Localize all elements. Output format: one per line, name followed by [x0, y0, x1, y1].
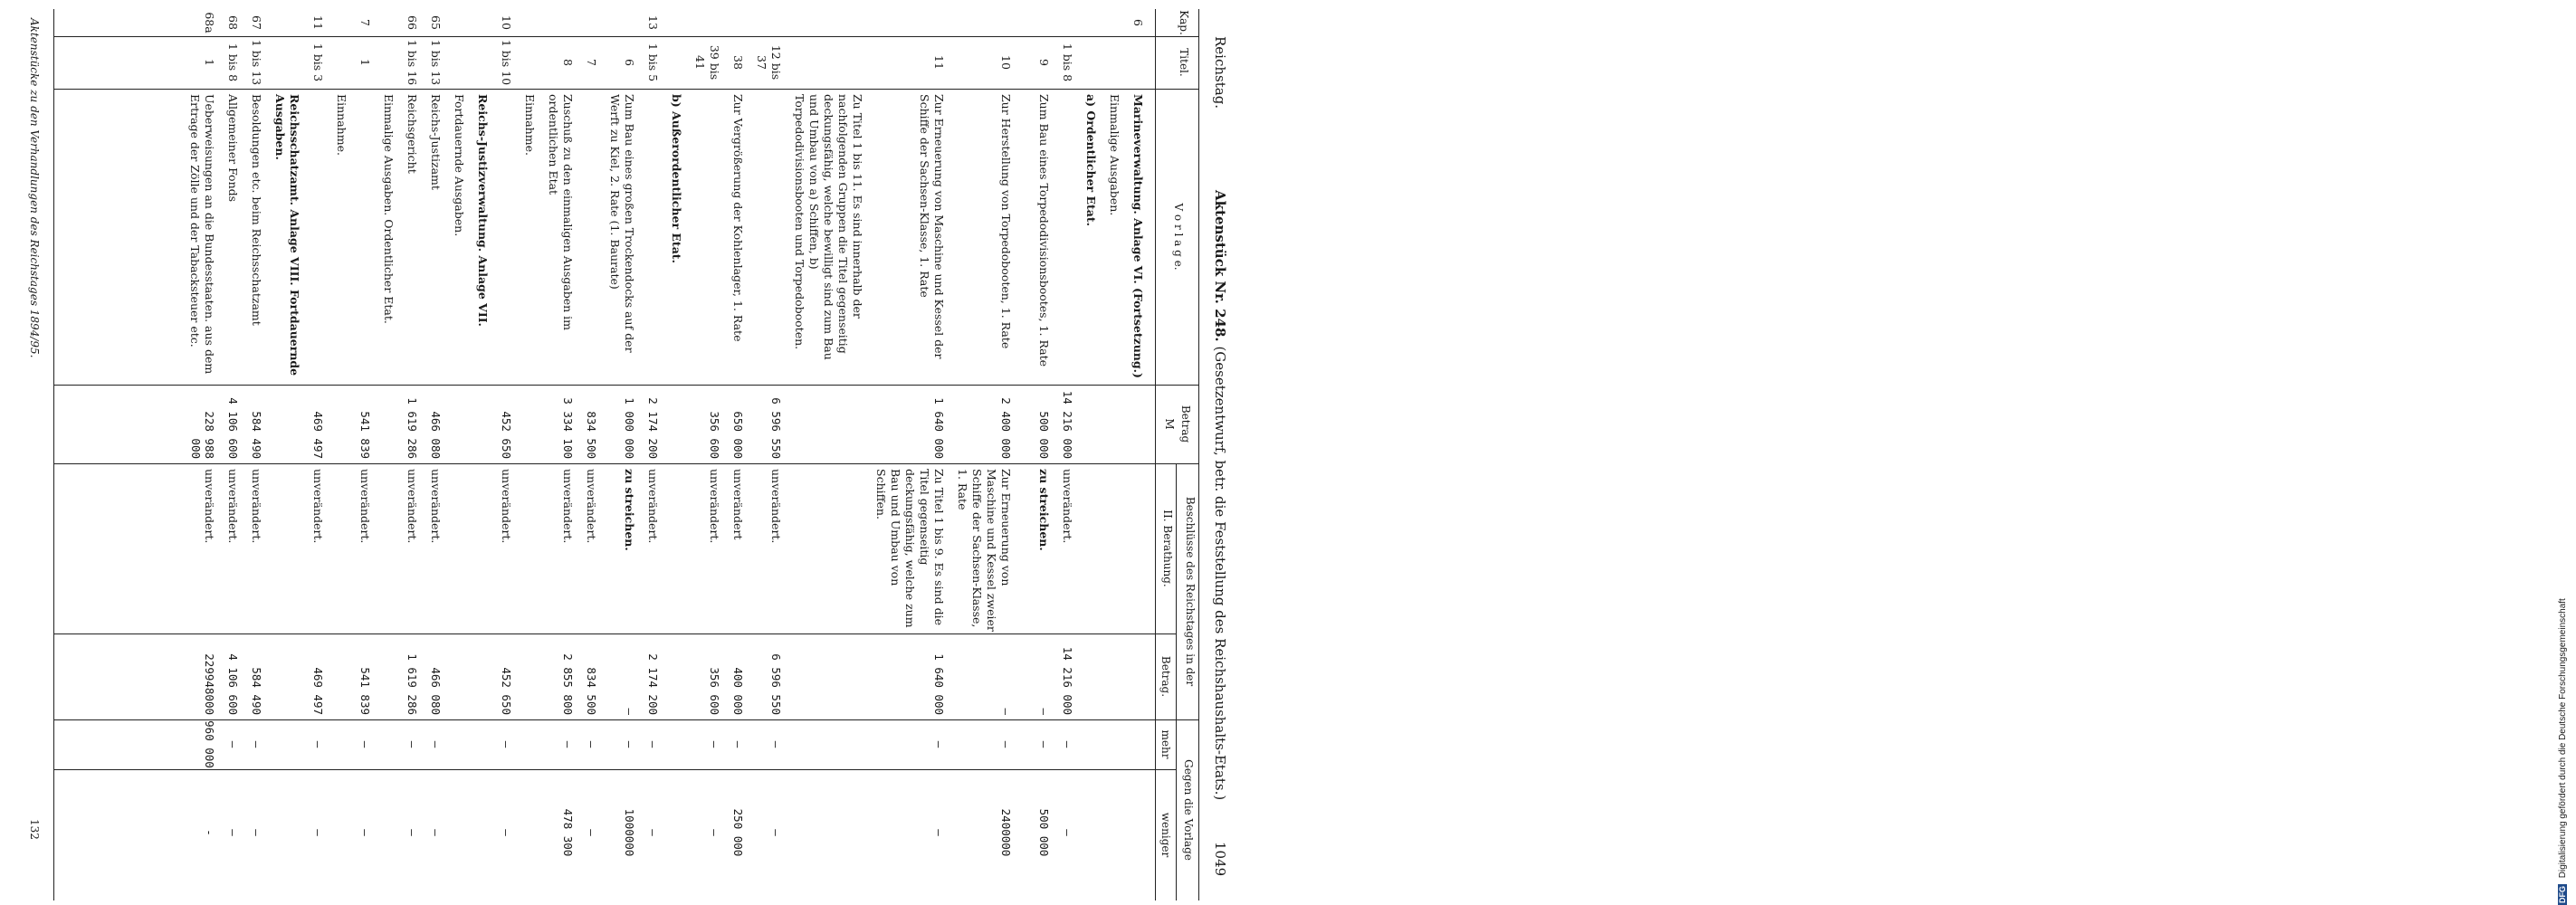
cell-betrag: 356 600	[708, 411, 721, 459]
table-top-rule	[1198, 9, 1199, 900]
cell-text2: unverändert.	[226, 469, 240, 544]
dfg-logo: DFG	[2558, 886, 2567, 903]
cell-text2: unverändert.	[1061, 469, 1074, 544]
cell-betrag2: 452 650	[500, 667, 513, 715]
cell-weniger: —	[769, 829, 783, 836]
cell-mehr: —	[1037, 740, 1051, 748]
cell-betrag: 541 839	[358, 411, 372, 459]
col-header-beschluesse: Beschlüsse des Reichstages in der	[1184, 496, 1197, 687]
cell-betrag2: 2 174 200	[646, 653, 660, 715]
cell-text2: unverändert.	[311, 469, 325, 544]
cell-titel: 1 bis 16	[405, 39, 419, 86]
cell-mehr: —	[250, 740, 263, 748]
col-header-kap: Kap.	[1178, 10, 1190, 35]
cell-text2: unverändert.	[429, 469, 443, 544]
cell-weniger: -	[203, 829, 216, 836]
cell-betrag: 500 000	[1037, 411, 1051, 459]
cell-betrag: 452 650	[500, 411, 513, 459]
header-title-bold: Aktenstück Nr. 248.	[1212, 190, 1228, 342]
cell-text: Reichs-Justizamt	[429, 94, 443, 190]
cell-weniger: —	[358, 829, 372, 836]
cell-text: Ueberweisungen an die Bundesstaaten. aus dem Ertrage der Zölle und der Tabacksteuer etc.	[188, 94, 216, 375]
col-rule-4	[54, 463, 1199, 464]
col-header-titel: Titel.	[1178, 48, 1190, 77]
cell-mehr: —	[769, 740, 783, 748]
cell-betrag: 469 497	[311, 411, 325, 459]
cell-titel: 1 bis 8	[1061, 43, 1074, 82]
cell-betrag: 2 174 200	[646, 397, 660, 459]
cell-text: Zuschuß zu den einmaligen Ausgaben im ordentlichen Etat	[547, 94, 575, 330]
col-header-betrag2: Betrag.	[1159, 655, 1172, 698]
header-title-rest: (Gesetzentwurf, betr. die Feststellung des Reichshaushalts-Etats.)	[1212, 346, 1228, 801]
cell-text2: Zu Titel 1 bis 9. Es sind die Titel gegenseitig deckungsfähig, welche zum Bau und Umbau von Schiffen.	[874, 469, 946, 628]
cell-titel: 1 bis 13	[429, 39, 443, 86]
cell-mehr: —	[932, 740, 946, 748]
cell-kap: 6	[1131, 19, 1145, 26]
cell-titel: 11	[932, 55, 946, 70]
col-header-mark: M	[1163, 418, 1176, 430]
sidebar	[1269, 0, 2568, 905]
cell-text: a) Ordentlicher Etat.	[1084, 94, 1098, 227]
cell-mehr: —	[585, 740, 598, 748]
cell-titel: 1	[203, 59, 216, 66]
cell-weniger: 1000000	[623, 808, 636, 857]
cell-mehr: —	[226, 740, 240, 748]
footer-left: Aktenstücke zu den Verhandlungen des Reichstages 1894/95.	[28, 18, 41, 358]
cell-mehr: —	[623, 740, 636, 748]
cell-weniger: —	[405, 829, 419, 836]
cell-betrag2: 2 855 800	[561, 653, 575, 715]
cell-text: Einnahme.	[335, 94, 348, 156]
cell-kap: 10	[500, 15, 513, 30]
cell-weniger: —	[646, 829, 660, 836]
cell-mehr: —	[358, 740, 372, 748]
cell-text: Zur Erneuerung von Maschine und Kessel der Schiffe der Sachsen-Klasse, 1. Rate	[918, 94, 946, 359]
cell-betrag2: —	[1037, 708, 1051, 715]
cell-mehr: —	[405, 740, 419, 748]
cell-weniger: —	[932, 829, 946, 836]
col-header-gegen: Gegen die Vorlage	[1182, 759, 1195, 861]
cell-betrag2: 1 619 286	[405, 653, 419, 715]
cell-text: Marineverwaltung. Anlage VI. (Fortsetzung.)	[1131, 94, 1145, 378]
col-header-beschluesse-sub: II. Berathung.	[1161, 510, 1174, 587]
cell-text2: unverändert.	[500, 469, 513, 544]
cell-text: Reichsgericht	[405, 94, 419, 174]
cell-titel: 1 bis 10	[500, 39, 513, 86]
cell-weniger: —	[1061, 829, 1074, 836]
cell-betrag2: 6 596 550	[769, 653, 783, 715]
cell-text: Fortdauernde Ausgaben.	[453, 94, 466, 237]
cell-betrag: 14 216 000	[1061, 390, 1074, 459]
cell-titel: 1 bis 8	[226, 43, 240, 82]
cell-text2: unverändert.	[585, 469, 598, 544]
cell-betrag: 584 490	[250, 411, 263, 459]
cell-text: Zu Titel 1 bis 11. Es sind innerhalb der nachfolgenden Gruppen die Titel gegenseitig deckungsfähig, welche bewilligt sind zum Bau und Umbau von a) Schiffen, b) Torpedodivisionsbooten und Torpedobooten.	[793, 94, 864, 360]
cell-text: Besoldungen etc. beim Reichsschatzamt	[250, 94, 263, 326]
cell-betrag2: —	[999, 708, 1013, 715]
cell-text: Einmalige Ausgaben. Ordentlicher Etat.	[382, 94, 396, 324]
cell-betrag: 2 400 000	[999, 397, 1013, 459]
col-rule-2	[54, 89, 1199, 90]
cell-betrag: 4 106 600	[226, 397, 240, 459]
cell-text2: unverändert.	[769, 469, 783, 544]
cell-betrag: 834 500	[585, 411, 598, 459]
cell-betrag2: —	[623, 708, 636, 715]
cell-betrag: 466 080	[429, 411, 443, 459]
cell-text: b) Außerordentlicher Etat.	[670, 94, 683, 263]
beschluesse-rule	[1176, 463, 1177, 900]
cell-text: Reichsschatzamt. Anlage VIII. Fortdauernde Ausgaben.	[273, 94, 301, 376]
cell-betrag2: 356 600	[708, 667, 721, 715]
cell-kap: 68	[226, 15, 240, 30]
cell-weniger: —	[585, 829, 598, 836]
cell-betrag2: 229948000	[203, 653, 216, 715]
cell-betrag2: 1 640 000	[932, 653, 946, 715]
cell-text2: unverändert.	[561, 469, 575, 544]
cell-betrag2: 584 490	[250, 667, 263, 715]
cell-text2: zu streichen.	[1037, 469, 1051, 551]
cell-mehr: —	[429, 740, 443, 748]
cell-text2: zu streichen.	[623, 469, 636, 551]
cell-mehr: 960 000	[203, 720, 216, 768]
header-title	[1212, 190, 1228, 800]
cell-text2: Zur Erneuerung von Maschine und Kessel zweier Schiffe der Sachsen-Klasse, 1. Rate	[956, 469, 1013, 632]
cell-text2: unverändert.	[203, 469, 216, 544]
cell-kap: 7	[358, 19, 372, 26]
cell-titel: 10	[999, 55, 1013, 70]
sidebar-notice	[2558, 0, 2576, 905]
cell-betrag2: 834 500	[585, 667, 598, 715]
cell-mehr: —	[1061, 740, 1074, 748]
cell-mehr: —	[708, 740, 721, 748]
cell-mehr: —	[500, 740, 513, 748]
cell-weniger: 2400000	[999, 808, 1013, 857]
cell-mehr: —	[731, 740, 745, 748]
cell-betrag: 228 988 000	[189, 411, 216, 459]
cell-weniger: —	[708, 829, 721, 836]
cell-mehr: —	[646, 740, 660, 748]
table-header-rule	[1155, 9, 1156, 900]
cell-titel: 12 bis 37	[755, 44, 783, 81]
cell-mehr: —	[561, 740, 575, 748]
cell-mehr: —	[999, 740, 1013, 748]
cell-text: Zum Bau eines Torpedodivisionsbootes, 1. Rate	[1037, 94, 1051, 367]
cell-titel: 1	[358, 59, 372, 66]
cell-weniger: 500 000	[1037, 808, 1051, 857]
cell-titel: 39 bis 41	[693, 44, 721, 81]
cell-titel: 9	[1037, 59, 1051, 66]
cell-betrag2: 14 216 000	[1061, 646, 1074, 715]
cell-text: Einnahme.	[523, 94, 537, 156]
cell-betrag2: 4 106 600	[226, 653, 240, 715]
cell-betrag: 6 596 550	[769, 397, 783, 459]
cell-kap: 67	[250, 15, 263, 30]
cell-text: Allgemeiner Fonds	[226, 94, 240, 203]
cell-weniger: 250 000	[731, 808, 745, 857]
cell-betrag: 1 619 286	[405, 397, 419, 459]
cell-text2: unverändert.	[250, 469, 263, 544]
cell-text2: unverändert.	[708, 469, 721, 544]
col-header-mehr: mehr	[1159, 729, 1172, 759]
cell-kap: 65	[429, 15, 443, 30]
cell-kap: 11	[311, 15, 325, 30]
cell-titel: 6	[623, 59, 636, 66]
cell-betrag: 3 334 100	[561, 397, 575, 459]
cell-weniger: —	[226, 829, 240, 836]
cell-weniger: —	[429, 829, 443, 836]
cell-kap: 13	[646, 15, 660, 30]
page-number: 1049	[1212, 842, 1228, 877]
cell-weniger: 478 300	[561, 808, 575, 857]
col-header-vorlage: V o r l a g e.	[1172, 203, 1185, 271]
document-page	[0, 0, 1245, 905]
footer-page-number: 132	[28, 819, 41, 840]
cell-betrag2: 466 080	[429, 667, 443, 715]
cell-text2: unverändert.	[646, 469, 660, 544]
cell-text: Zur Vergrößerung der Kohlenlager, 1. Rate	[731, 94, 745, 342]
cell-betrag2: 469 497	[311, 667, 325, 715]
cell-betrag: 1 000 000	[623, 397, 636, 459]
cell-titel: 1 bis 3	[311, 43, 325, 82]
sidebar-notice-text: Digitalisierung gefördert durch die Deutsche Forschungsgemeinschaft	[2558, 598, 2568, 879]
cell-text2: unverändert.	[405, 469, 419, 544]
table-bottom-rule	[53, 9, 54, 900]
cell-text: Zum Bau eines großen Trockendocks auf der Werft zu Kiel, 2. Rate (1. Baurate)	[608, 94, 636, 353]
cell-titel: 8	[561, 59, 575, 66]
cell-text: Einmalige Ausgaben.	[1108, 94, 1121, 216]
cell-betrag2: 400 000	[731, 667, 745, 715]
cell-weniger: —	[311, 829, 325, 836]
cell-text2: unverändert.	[358, 469, 372, 544]
cell-text2: unverändert	[731, 469, 745, 540]
cell-kap: 66	[405, 15, 419, 30]
cell-titel: 7	[585, 59, 598, 66]
col-header-betrag: Betrag	[1179, 405, 1192, 443]
cell-kap: 68a	[203, 12, 216, 33]
cell-mehr: —	[311, 740, 325, 748]
cell-weniger: —	[250, 829, 263, 836]
cell-betrag2: 541 839	[358, 667, 372, 715]
header-left: Reichstag.	[1212, 36, 1228, 110]
cell-betrag: 650 000	[731, 411, 745, 459]
cell-weniger: —	[500, 829, 513, 836]
cell-text: Zur Herstellung von Torpedobooten, 1. Rate	[999, 94, 1013, 349]
cell-text: Reichs-Justizverwaltung. Anlage VII.	[476, 94, 490, 327]
cell-titel: 38	[731, 55, 745, 70]
col-header-weniger: weniger	[1159, 812, 1172, 858]
cell-betrag: 1 640 000	[932, 397, 946, 459]
cell-titel: 1 bis 5	[646, 43, 660, 82]
cell-titel: 1 bis 13	[250, 39, 263, 86]
